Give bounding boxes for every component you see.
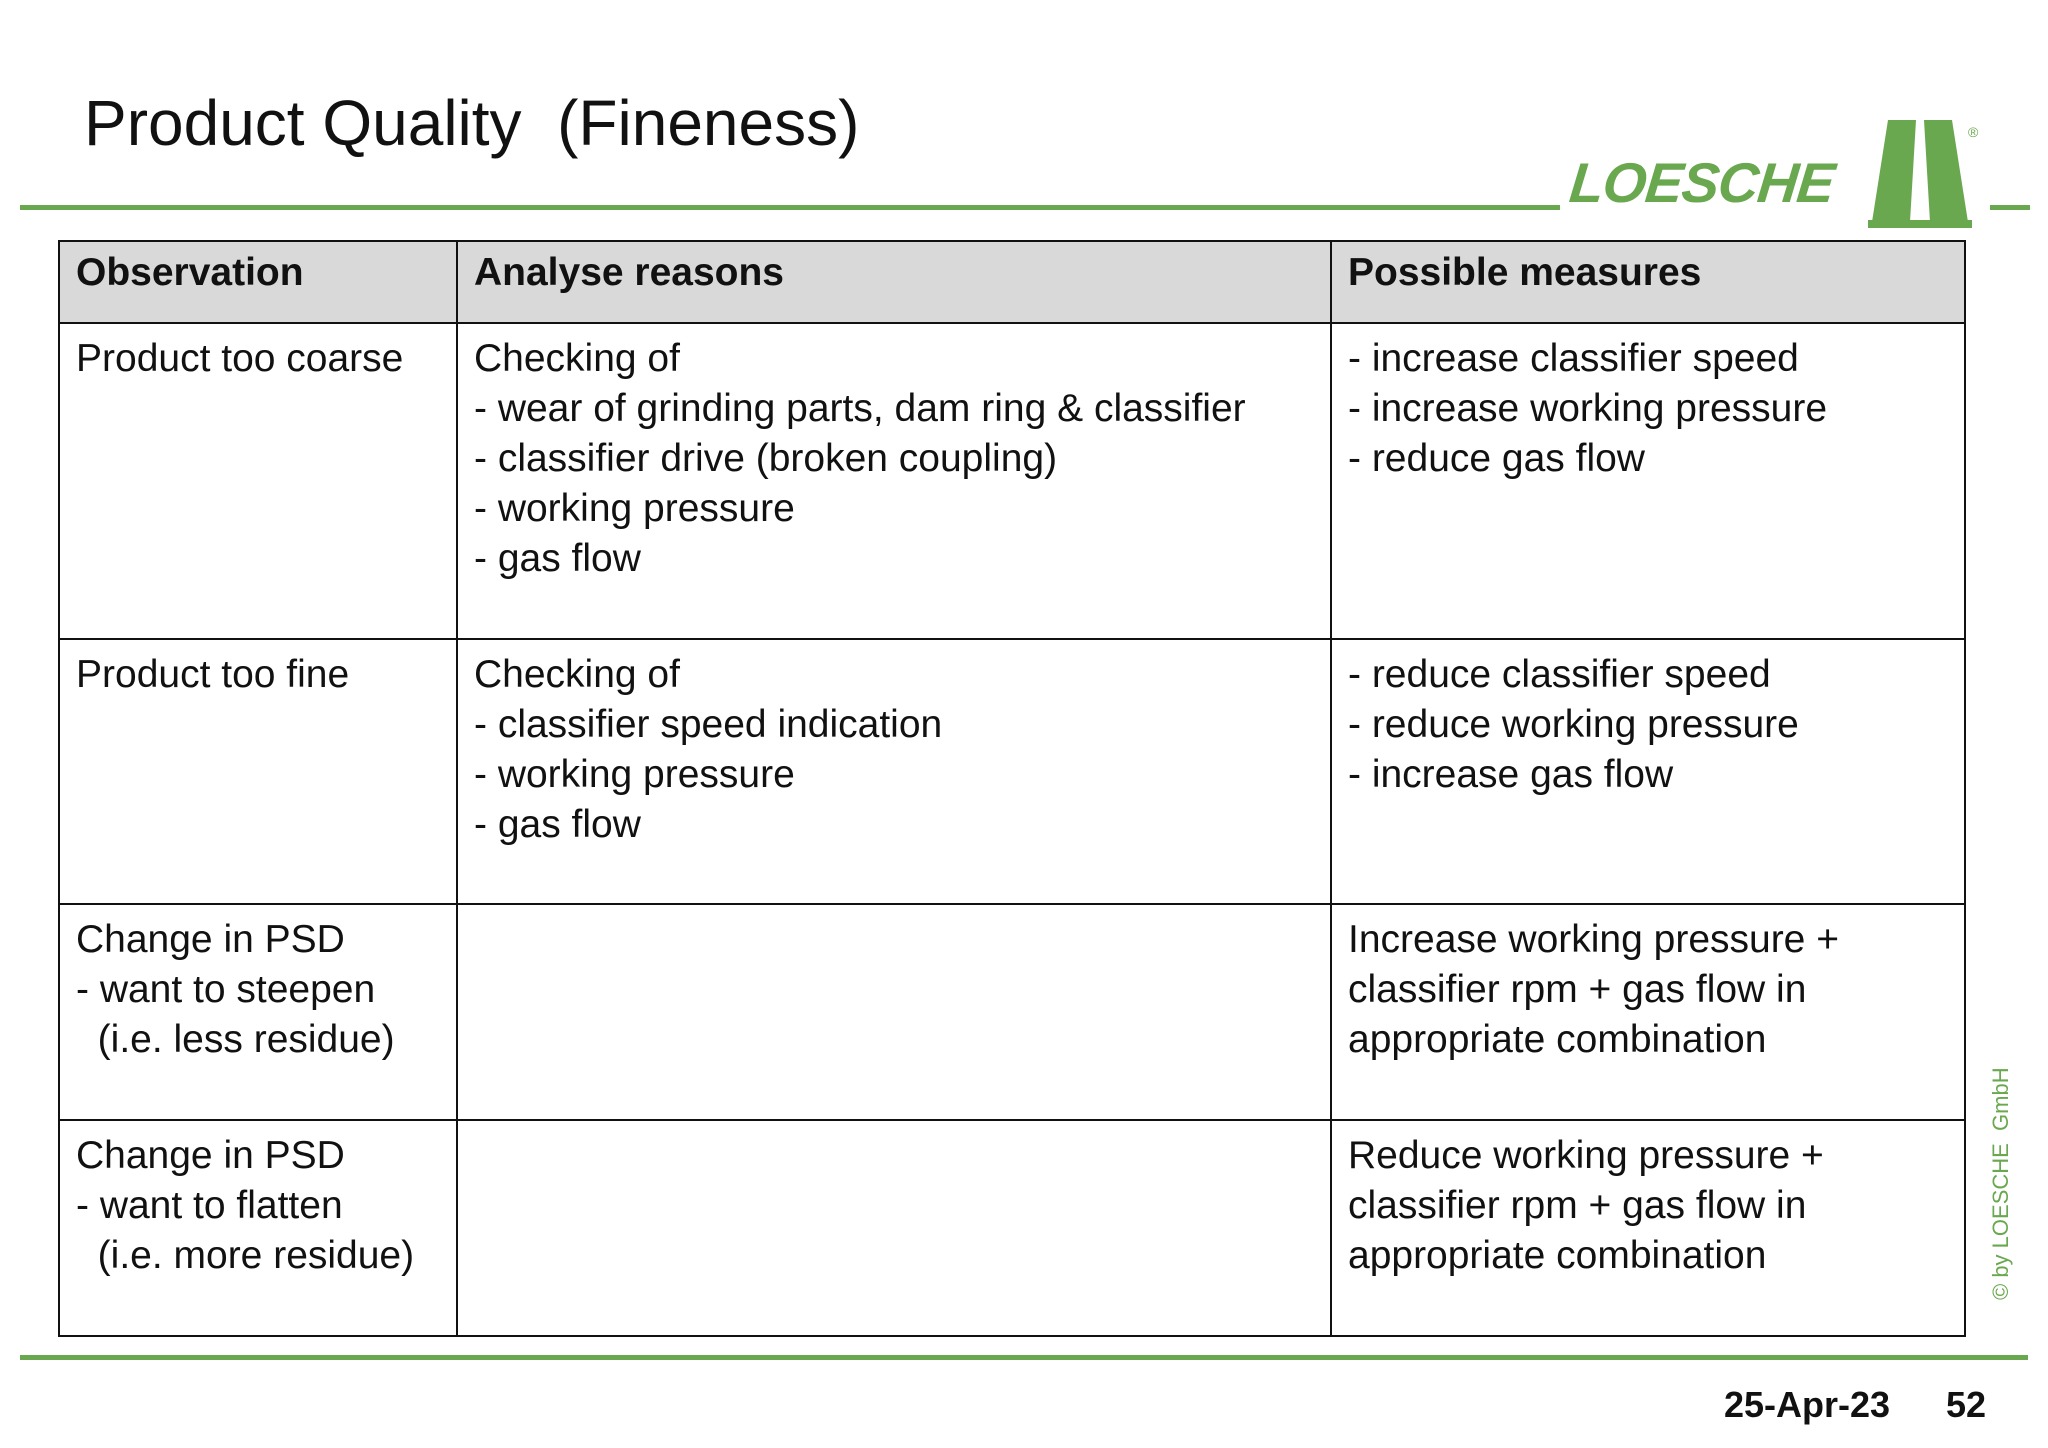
table-row <box>59 639 1965 904</box>
cell-line: - want to flatten <box>76 1184 343 1227</box>
table-header-row <box>59 241 1965 323</box>
top-divider <box>20 205 1560 210</box>
observation-cell <box>59 639 457 904</box>
loesche-logo <box>1566 120 1990 230</box>
cell-line: Reduce working pressure + <box>1348 1134 1824 1177</box>
reasons-cell <box>457 904 1331 1120</box>
cell-line: Change in PSD <box>76 1134 345 1177</box>
table-row <box>59 1120 1965 1336</box>
observation-cell <box>59 1120 457 1336</box>
cell-line: - reduce gas flow <box>1348 437 1645 480</box>
cell-line: Change in PSD <box>76 918 345 961</box>
cell-line: - classifier drive (broken coupling) <box>474 437 1058 480</box>
registered-mark-icon: ® <box>1968 124 1979 140</box>
cell-line: appropriate combination <box>1348 1234 1767 1277</box>
cell-line: - increase working pressure <box>1348 387 1828 430</box>
cell-line: Increase working pressure + <box>1348 918 1839 961</box>
cell-line: - reduce working pressure <box>1348 703 1799 746</box>
table-row <box>59 904 1965 1120</box>
reasons-cell <box>457 1120 1331 1336</box>
cell-line: Product too coarse <box>76 337 404 380</box>
header-possible-measures: Possible measures <box>1331 241 1965 323</box>
cell-line: - working pressure <box>474 487 795 530</box>
cell-line: - increase gas flow <box>1348 753 1674 796</box>
cell-line: - wear of grinding parts, dam ring & classifier <box>474 387 1246 430</box>
copyright-notice: © by LOESCHE GmbH <box>1988 1067 2013 1300</box>
cell-line: - gas flow <box>474 537 641 580</box>
logo-text: LOESCHE <box>1566 151 1838 214</box>
cell-line: Product too fine <box>76 653 350 696</box>
header-analyse-reasons: Analyse reasons <box>457 241 1331 323</box>
cell-line: - increase classifier speed <box>1348 337 1799 380</box>
reasons-cell <box>457 639 1331 904</box>
cell-line: - gas flow <box>474 803 641 846</box>
cell-line: Checking of <box>474 337 680 380</box>
cell-line: classifier rpm + gas flow in <box>1348 968 1807 1011</box>
measures-cell <box>1331 639 1965 904</box>
observation-cell <box>59 323 457 639</box>
measures-cell <box>1331 904 1965 1120</box>
measures-cell <box>1331 1120 1965 1336</box>
cell-line: appropriate combination <box>1348 1018 1767 1061</box>
loesche-logo-mark-icon <box>1860 120 1980 230</box>
cell-line: (i.e. more residue) <box>76 1234 415 1277</box>
cell-line: (i.e. less residue) <box>76 1018 395 1061</box>
table-row <box>59 323 1965 639</box>
reasons-cell <box>457 323 1331 639</box>
measures-table <box>58 240 1966 1337</box>
page-number: 52 <box>1946 1384 1987 1425</box>
cell-line: - want to steepen <box>76 968 376 1011</box>
top-divider-right <box>1990 205 2030 210</box>
cell-line: - classifier speed indication <box>474 703 943 746</box>
bottom-divider <box>20 1355 2028 1360</box>
cell-line: - reduce classifier speed <box>1348 653 1771 696</box>
header-observation: Observation <box>59 241 457 323</box>
measures-table-wrapper <box>58 240 1964 1337</box>
cell-line: - working pressure <box>474 753 795 796</box>
footer-date: 25-Apr-23 <box>1724 1384 1891 1425</box>
observation-cell <box>59 904 457 1120</box>
cell-line: Checking of <box>474 653 680 696</box>
measures-cell <box>1331 323 1965 639</box>
cell-line: classifier rpm + gas flow in <box>1348 1184 1807 1227</box>
slide-title: Product Quality (Fineness) <box>84 87 860 159</box>
